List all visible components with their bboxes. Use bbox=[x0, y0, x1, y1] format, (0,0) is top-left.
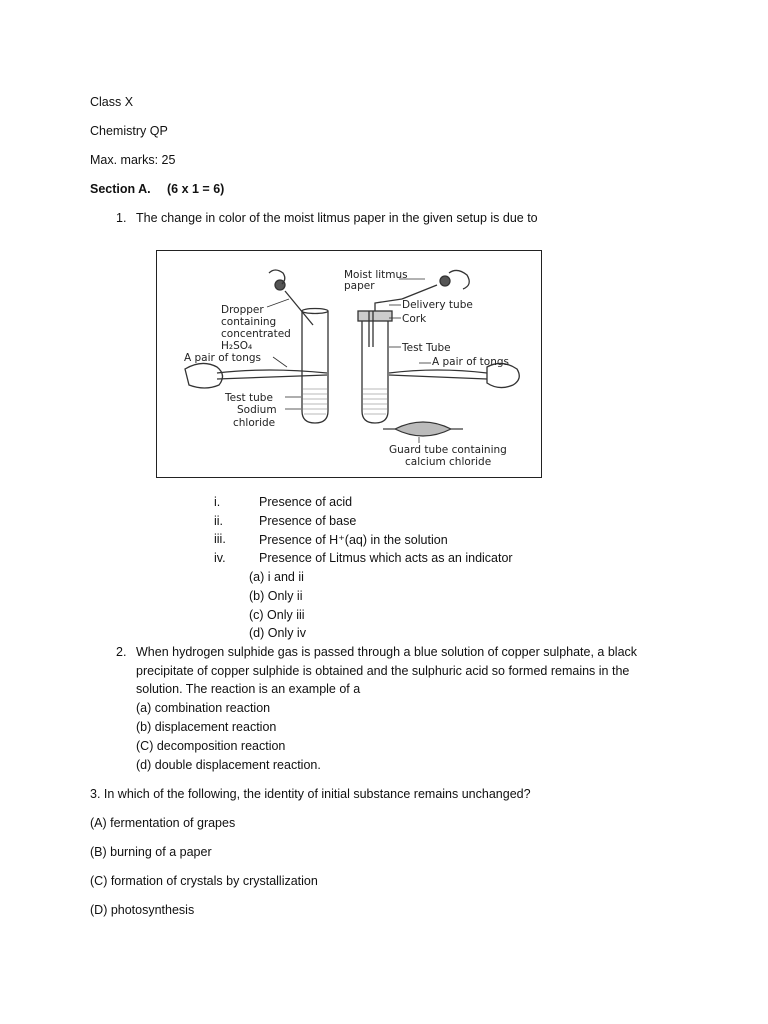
q1-option: (d) Only iv bbox=[249, 626, 306, 640]
max-marks-label: Max. marks: 25 bbox=[90, 153, 176, 167]
left-sodium-chloride bbox=[303, 389, 327, 414]
statement-text: Presence of H⁺(aq) in the solution bbox=[259, 533, 448, 547]
q2-text-line: precipitate of copper sulphide is obtained and the sulphuric acid so formed remains in the bbox=[136, 664, 630, 678]
sodium-label: Sodium bbox=[237, 404, 277, 416]
q2-option: (C) decomposition reaction bbox=[136, 739, 286, 753]
apparatus-figure bbox=[156, 250, 542, 478]
guard-tube-label-2: calcium chloride bbox=[405, 456, 492, 468]
q2-option: (b) displacement reaction bbox=[136, 720, 277, 734]
q3-option: (A) fermentation of grapes bbox=[90, 816, 236, 830]
statement-roman: i. bbox=[214, 495, 221, 509]
paper-label: paper bbox=[344, 280, 375, 292]
q3-option: (B) burning of a paper bbox=[90, 845, 212, 859]
statement-roman: iii. bbox=[214, 532, 226, 546]
statement-roman: ii. bbox=[214, 514, 224, 528]
guard-tube-label-1: Guard tube containing bbox=[389, 444, 507, 456]
subject-label: Chemistry QP bbox=[90, 124, 168, 138]
statement-roman: iv. bbox=[214, 551, 226, 565]
guard-tube bbox=[383, 422, 463, 436]
q2-number: 2. bbox=[116, 645, 127, 659]
q1-option: (b) Only ii bbox=[249, 589, 303, 603]
statement-text: Presence of acid bbox=[259, 495, 353, 509]
q1-option: (c) Only iii bbox=[249, 608, 305, 622]
concentrated-label: concentrated bbox=[221, 328, 291, 340]
statement-text: Presence of Litmus which acts as an indicator bbox=[259, 551, 513, 565]
cork-label: Cork bbox=[402, 313, 427, 325]
q2-option: (d) double displacement reaction. bbox=[136, 758, 321, 772]
section-title: Section A. bbox=[90, 182, 151, 196]
statement-text: Presence of base bbox=[259, 514, 357, 528]
q2-text-line: When hydrogen sulphide gas is passed through a blue solution of copper sulphate, a black bbox=[136, 645, 638, 659]
left-test-tube bbox=[302, 309, 328, 424]
q1-option: (a) i and ii bbox=[249, 570, 304, 584]
right-test-tube bbox=[358, 311, 392, 423]
test-tube-right-label: Test Tube bbox=[402, 342, 451, 354]
q1-text: The change in color of the moist litmus paper in the given setup is due to bbox=[136, 211, 538, 225]
moist-litmus-label: Moist litmus bbox=[344, 269, 408, 281]
class-label: Class X bbox=[90, 95, 134, 109]
q2-text-line: solution. The reaction is an example of a bbox=[136, 682, 361, 696]
section-marks: (6 x 1 = 6) bbox=[167, 182, 225, 196]
dropper-label: Dropper bbox=[221, 304, 264, 316]
right-sodium-chloride bbox=[363, 389, 387, 414]
h2so4-label: H₂SO₄ bbox=[221, 340, 253, 352]
left-tongs bbox=[185, 363, 327, 388]
containing-label: containing bbox=[221, 316, 277, 328]
pair-tongs-right-label: A pair of tongs bbox=[432, 356, 509, 368]
pair-tongs-left-label: A pair of tongs bbox=[184, 352, 261, 364]
delivery-tube-label: Delivery tube bbox=[402, 299, 473, 311]
chloride-label: chloride bbox=[233, 417, 276, 429]
test-tube-left-label: Test tube bbox=[225, 392, 273, 404]
q3-option: (D) photosynthesis bbox=[90, 903, 195, 917]
apparatus-drawing bbox=[157, 251, 543, 479]
q2-option: (a) combination reaction bbox=[136, 701, 271, 715]
q3-text: 3. In which of the following, the identity of initial substance remains unchanged? bbox=[90, 787, 531, 801]
q1-number: 1. bbox=[116, 211, 127, 225]
q3-option: (C) formation of crystals by crystallization bbox=[90, 874, 318, 888]
